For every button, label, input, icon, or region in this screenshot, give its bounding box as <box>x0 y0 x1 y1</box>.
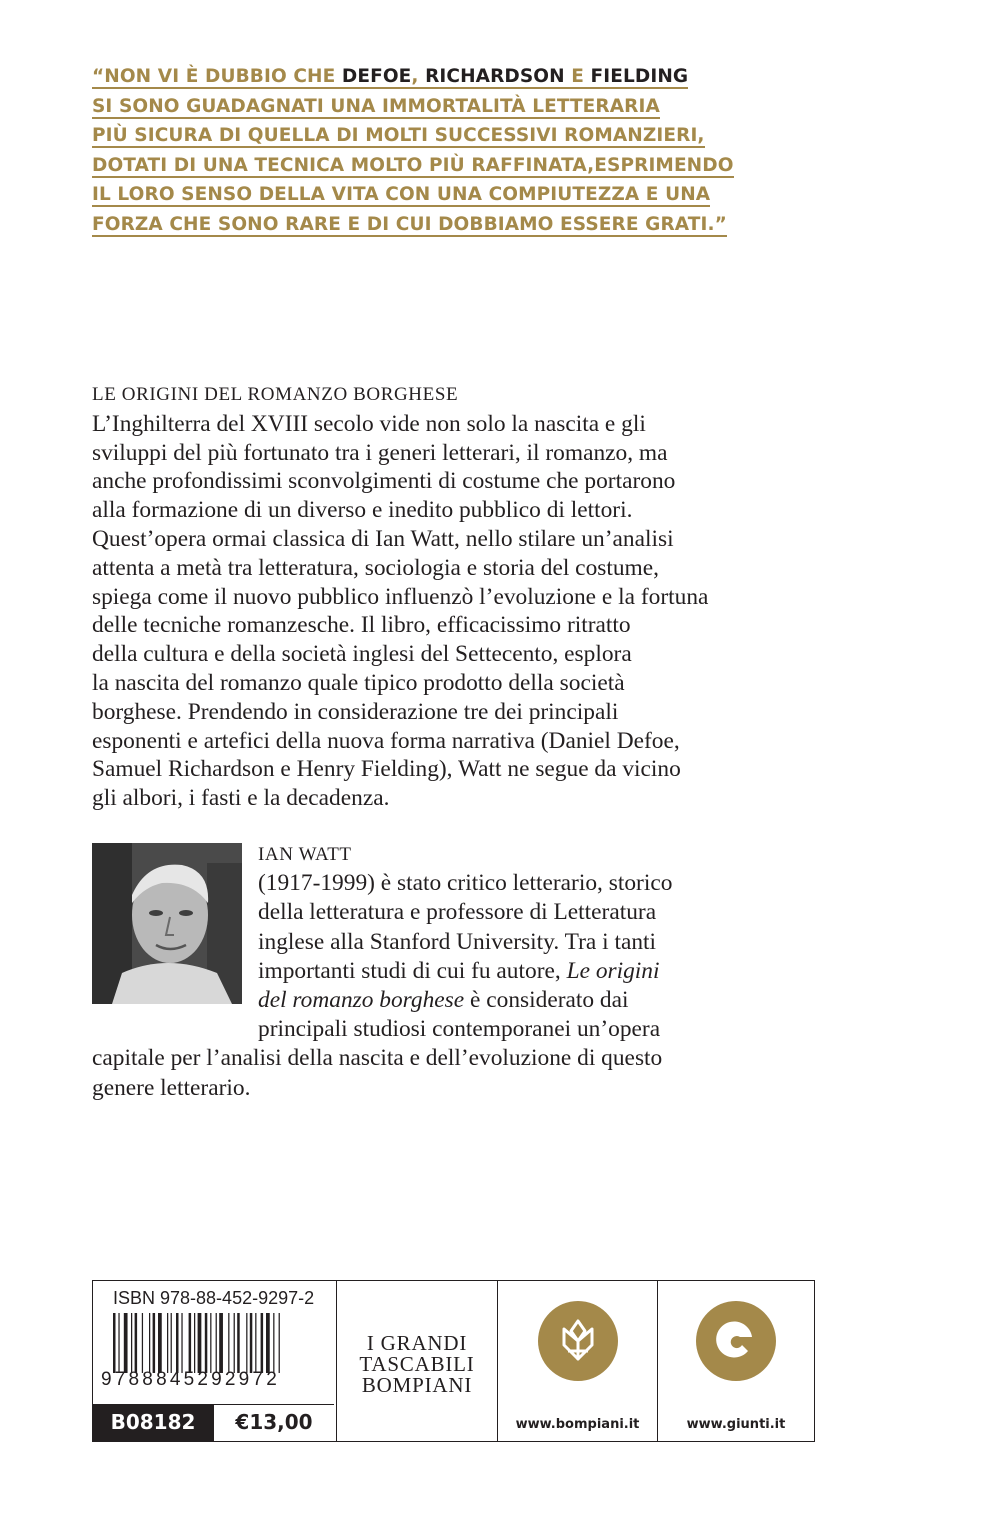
barcode-bar <box>176 1313 179 1373</box>
barcode-bar <box>216 1313 217 1373</box>
barcode-bar <box>194 1313 195 1373</box>
barcode <box>113 1313 331 1373</box>
back-cover-quote <box>92 62 852 239</box>
description-line: alla formazione di un diverso e inedito pubblico di lettori. <box>92 497 633 524</box>
colophon-box <box>92 1280 815 1442</box>
barcode-bar <box>228 1313 229 1373</box>
description-line: anche profondissimi sconvolgimenti di costume che portarono <box>92 468 676 495</box>
quote-author-richardson: RICHARDSON <box>425 66 565 87</box>
giunti-url[interactable]: www.giunti.it <box>686 1417 786 1432</box>
quote-line-4: DOTATI DI UNA TECNICA MOLTO PIÙ RAFFINATA,ESPRIMENDO <box>92 154 734 176</box>
description-line: esponenti e artefici della nuova forma narrativa (Daniel Defoe, <box>92 727 680 754</box>
description-line: delle tecniche romanzesche. Il libro, efficacissimo ritratto <box>92 612 631 639</box>
quote-line-6: FORZA CHE SONO RARE E DI CUI DOBBIAMO ESSERE GRATI.” <box>92 213 727 235</box>
description-line: Samuel Richardson e Henry Fielding), Watt ne segue da vicino <box>92 756 681 783</box>
description-line: borghese. Prendendo in considerazione tre dei principali <box>92 698 619 725</box>
description-line: sviluppi del più fortunato tra i generi letterari, il romanzo, ma <box>92 439 668 466</box>
barcode-bar <box>153 1313 156 1373</box>
quote-author-fielding: FIELDING <box>590 66 689 87</box>
quote-line-2: SI SONO GUADAGNATI UNA IMMORTALITÀ LETTERARIA <box>92 95 660 117</box>
barcode-bar <box>131 1313 132 1373</box>
quote-line-3: PIÙ SICURA DI QUELLA DI MOLTI SUCCESSIVI ROMANZIERI, <box>92 125 705 146</box>
barcode-bar <box>118 1313 119 1373</box>
giunti-logo-icon <box>696 1301 776 1381</box>
description-line: attenta a metà tra letteratura, sociologia e storia del costume, <box>92 554 659 581</box>
description-line: la nascita del romanzo quale tipico prodotto della società <box>92 669 625 696</box>
barcode-bar <box>167 1313 168 1373</box>
description-line: Quest’opera ormai classica di Ian Watt, nello stilare un’analisi <box>92 525 674 552</box>
author-bio-line: genere letterario. <box>92 1074 251 1101</box>
book-description <box>92 381 832 813</box>
quote-line-1: “NON VI È DUBBIO CHE DEFOE, RICHARDSON E FIELDING <box>92 66 689 87</box>
author-bio-line: importanti studi di cui fu autore, Le origini <box>258 957 660 984</box>
barcode-bar <box>273 1313 274 1373</box>
series-name: I GRANDI TASCABILI BOMPIANI <box>359 1331 475 1397</box>
author-bio-line: della letteratura e professore di Letteratura <box>258 899 657 926</box>
barcode-bar <box>158 1313 162 1373</box>
barcode-cell <box>93 1281 336 1441</box>
description-line: della cultura e della società inglesi del Settecento, esplora <box>92 641 632 668</box>
barcode-number: 9788845292972 <box>101 1369 280 1390</box>
barcode-bar <box>113 1313 116 1373</box>
giunti-swirl-icon <box>696 1301 776 1381</box>
barcode-bar <box>219 1313 223 1373</box>
book-title-italic: Le origini <box>566 957 660 984</box>
product-code: B08182 <box>93 1404 213 1441</box>
author-bio-line: capitale per l’analisi della nascita e dell’evoluzione di questo <box>92 1045 663 1072</box>
author-bio-line: principali studiosi contemporanei un’opera <box>258 1016 661 1043</box>
author-bio <box>92 840 832 1103</box>
barcode-bar <box>135 1313 138 1373</box>
barcode-bar <box>237 1313 240 1373</box>
author-bio-line: (1917-1999) è stato critico letterario, storico <box>258 870 673 897</box>
giunti-cell <box>657 1281 814 1441</box>
barcode-bar <box>250 1313 253 1373</box>
barcode-bar <box>142 1313 143 1373</box>
author-bio-line: del romanzo borghese è considerato dai <box>258 987 629 1014</box>
bompiani-cell <box>497 1281 657 1441</box>
book-title-italic: del romanzo borghese <box>258 987 465 1014</box>
barcode-bar <box>205 1313 208 1373</box>
book-title: LE ORIGINI DEL ROMANZO BORGHESE <box>92 384 459 405</box>
barcode-bar <box>124 1313 128 1373</box>
barcode-bar <box>198 1313 202 1373</box>
barcode-bar <box>246 1313 247 1373</box>
author-name: IAN WATT <box>258 844 352 865</box>
bompiani-logo-icon <box>538 1301 618 1381</box>
barcode-bar <box>279 1313 280 1373</box>
quote-line-5: IL LORO SENSO DELLA VITA CON UNA COMPIUTEZZA E UNA <box>92 184 711 205</box>
bompiani-url[interactable]: www.bompiani.it <box>515 1417 640 1432</box>
series-cell <box>336 1281 497 1441</box>
bompiani-flower-icon <box>538 1301 618 1381</box>
barcode-bar <box>266 1313 270 1373</box>
quote-author-defoe: DEFOE <box>341 66 412 87</box>
description-line: gli albori, i fasti e la decadenza. <box>92 785 390 812</box>
barcode-bar <box>181 1313 182 1373</box>
barcode-bar <box>189 1313 192 1373</box>
barcode-bar <box>210 1313 211 1373</box>
barcode-bar <box>261 1313 264 1373</box>
barcode-bar <box>171 1313 172 1373</box>
barcode-bar <box>234 1313 235 1373</box>
barcode-bar <box>255 1313 256 1373</box>
author-bio-line: inglese alla Stanford University. Tra i tanti <box>258 928 657 955</box>
price: €13,00 <box>213 1404 334 1441</box>
barcode-bar <box>149 1313 150 1373</box>
isbn-text: ISBN 978-88-452-9297-2 <box>113 1288 315 1308</box>
description-line: L’Inghilterra del XVIII secolo vide non solo la nascita e gli <box>92 410 646 437</box>
description-line: spiega come il nuovo pubblico influenzò l’evoluzione e la fortuna <box>92 583 709 610</box>
